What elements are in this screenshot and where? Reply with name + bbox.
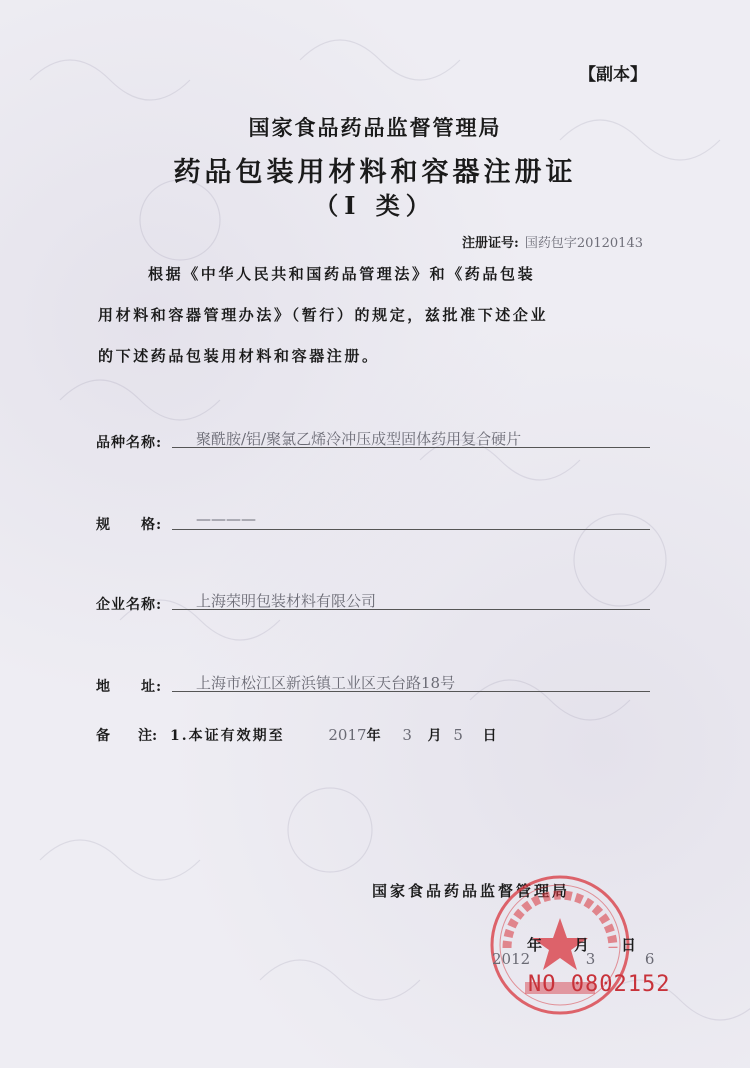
issue-year-label: 年	[527, 936, 543, 954]
address-label: 地 址:	[96, 679, 163, 695]
agency-heading: 国家食品药品监督管理局	[248, 115, 502, 140]
product-value: 聚酰胺/铝/聚氯乙烯冷冲压成型固体药用复合硬片	[172, 428, 650, 448]
expiry-month-unit: 月	[427, 728, 442, 744]
issue-date-values	[492, 950, 654, 968]
serial-number: NO 0802152	[528, 972, 671, 997]
expiry-day: 5	[453, 726, 463, 744]
company-value: 上海荣明包装材料有限公司	[172, 590, 650, 610]
expiry-month: 3	[402, 726, 412, 744]
expiry-year: 2017	[328, 726, 367, 744]
expiry-day-unit: 日	[482, 728, 497, 744]
issue-day-label: 日	[621, 936, 637, 954]
registration-value: 国药包字20120143	[524, 236, 643, 251]
body-line-2: 用材料和容器管理办法》（暂行）的规定，兹批准下述企业	[98, 306, 549, 324]
body-paragraph	[98, 254, 668, 377]
issue-day-value: 6	[644, 950, 655, 968]
company-field	[96, 592, 377, 614]
spec-label: 规 格:	[96, 517, 163, 533]
product-label: 品种名称:	[96, 435, 163, 451]
spec-field	[96, 510, 256, 534]
body-line-1: 根据《中华人民共和国药品管理法》和《药品包装	[148, 265, 536, 283]
expiry-year-unit: 年	[366, 728, 381, 744]
remark-field	[96, 725, 497, 745]
copy-mark: 【副本】	[579, 65, 647, 85]
company-label: 企业名称:	[96, 597, 163, 613]
issue-month-value: 3	[585, 950, 596, 968]
registration-label: 注册证号:	[462, 236, 519, 251]
registration-number	[462, 232, 643, 251]
remark-label: 备 注:	[96, 728, 158, 744]
address-field	[96, 674, 456, 696]
address-value: 上海市松江区新浜镇工业区天台路18号	[172, 672, 650, 692]
product-field	[96, 430, 522, 452]
issue-year-value: 2012	[492, 950, 531, 968]
certificate-category: （I 类）	[314, 191, 436, 220]
body-line-3: 的下述药品包装用材料和容器注册。	[98, 347, 380, 365]
spec-value: ————	[172, 510, 650, 530]
certificate-title: 药品包装用材料和容器注册证	[173, 157, 577, 188]
issuer-name: 国家食品药品监督管理局	[372, 882, 571, 900]
remark-text: 1.本证有效期至	[170, 728, 285, 744]
issue-month-label: 月	[574, 936, 590, 954]
